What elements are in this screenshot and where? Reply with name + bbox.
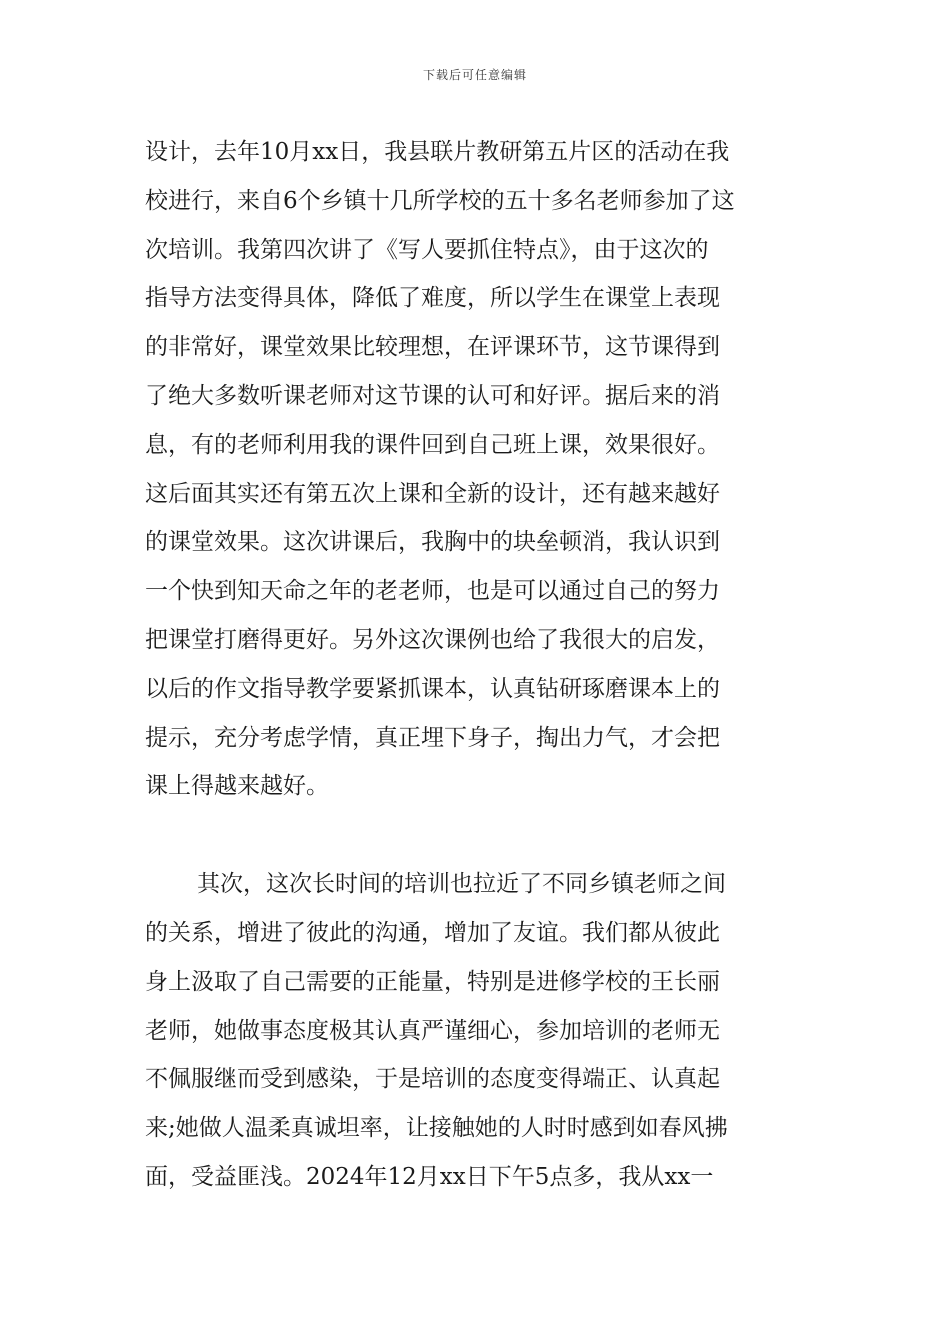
document-body bbox=[145, 128, 810, 1202]
text-line: 其次，这次长时间的培训也拉近了不同乡镇老师之间 bbox=[197, 871, 726, 898]
text-line: 这后面其实还有第五次上课和全新的设计，还有越来越好 bbox=[145, 480, 720, 507]
text-line: 的关系，增进了彼此的沟通，增加了友谊。我们都从彼此 bbox=[145, 919, 720, 946]
text-line: 身上汲取了自己需要的正能量，特别是进修学校的王长丽 bbox=[145, 968, 720, 995]
text-line: 把课堂打磨得更好。另外这次课例也给了我很大的启发， bbox=[145, 626, 720, 653]
text-line: 一个快到知天命之年的老老师，也是可以通过自己的努力 bbox=[145, 578, 720, 605]
text-line: 的非常好，课堂效果比较理想，在评课环节，这节课得到 bbox=[145, 334, 720, 361]
text-line: 来;她做人温柔真诚坦率，让接触她的人时时感到如春风拂 bbox=[145, 1115, 728, 1142]
paragraph-2 bbox=[145, 860, 810, 1202]
text-line: 校进行，来自6个乡镇十几所学校的五十多名老师参加了这 bbox=[145, 187, 735, 214]
page-header-note: 下载后可任意编辑 bbox=[422, 68, 527, 82]
text-line: 息，有的老师利用我的课件回到自己班上课，效果很好。 bbox=[145, 431, 720, 458]
text-line: 不佩服继而受到感染，于是培训的态度变得端正、认真起 bbox=[145, 1066, 720, 1093]
text-line: 设计，去年10月xx日，我县联片教研第五片区的活动在我 bbox=[145, 139, 730, 165]
text-line: 的课堂效果。这次讲课后，我胸中的块垒顿消，我认识到 bbox=[145, 529, 720, 556]
text-line: 面，受益匪浅。2024年12月xx日下午5点多，我从xx一 bbox=[145, 1163, 714, 1190]
text-line: 了绝大多数听课老师对这节课的认可和好评。据后来的消 bbox=[145, 382, 720, 409]
text-line: 提示，充分考虑学情，真正埋下身子，掏出力气，才会把 bbox=[145, 724, 720, 751]
text-line: 老师，她做事态度极其认真严谨细心，参加培训的老师无 bbox=[145, 1017, 720, 1044]
text-line: 课上得越来越好。 bbox=[145, 773, 329, 800]
paragraph-1 bbox=[145, 128, 810, 811]
text-line: 指导方法变得具体，降低了难度，所以学生在课堂上表现 bbox=[145, 285, 720, 312]
text-line: 次培训。我第四次讲了《写人要抓住特点》，由于这次的 bbox=[145, 236, 709, 263]
paragraph-spacer bbox=[145, 811, 810, 860]
text-line: 以后的作文指导教学要紧抓课本，认真钻研琢磨课本上的 bbox=[145, 675, 720, 702]
